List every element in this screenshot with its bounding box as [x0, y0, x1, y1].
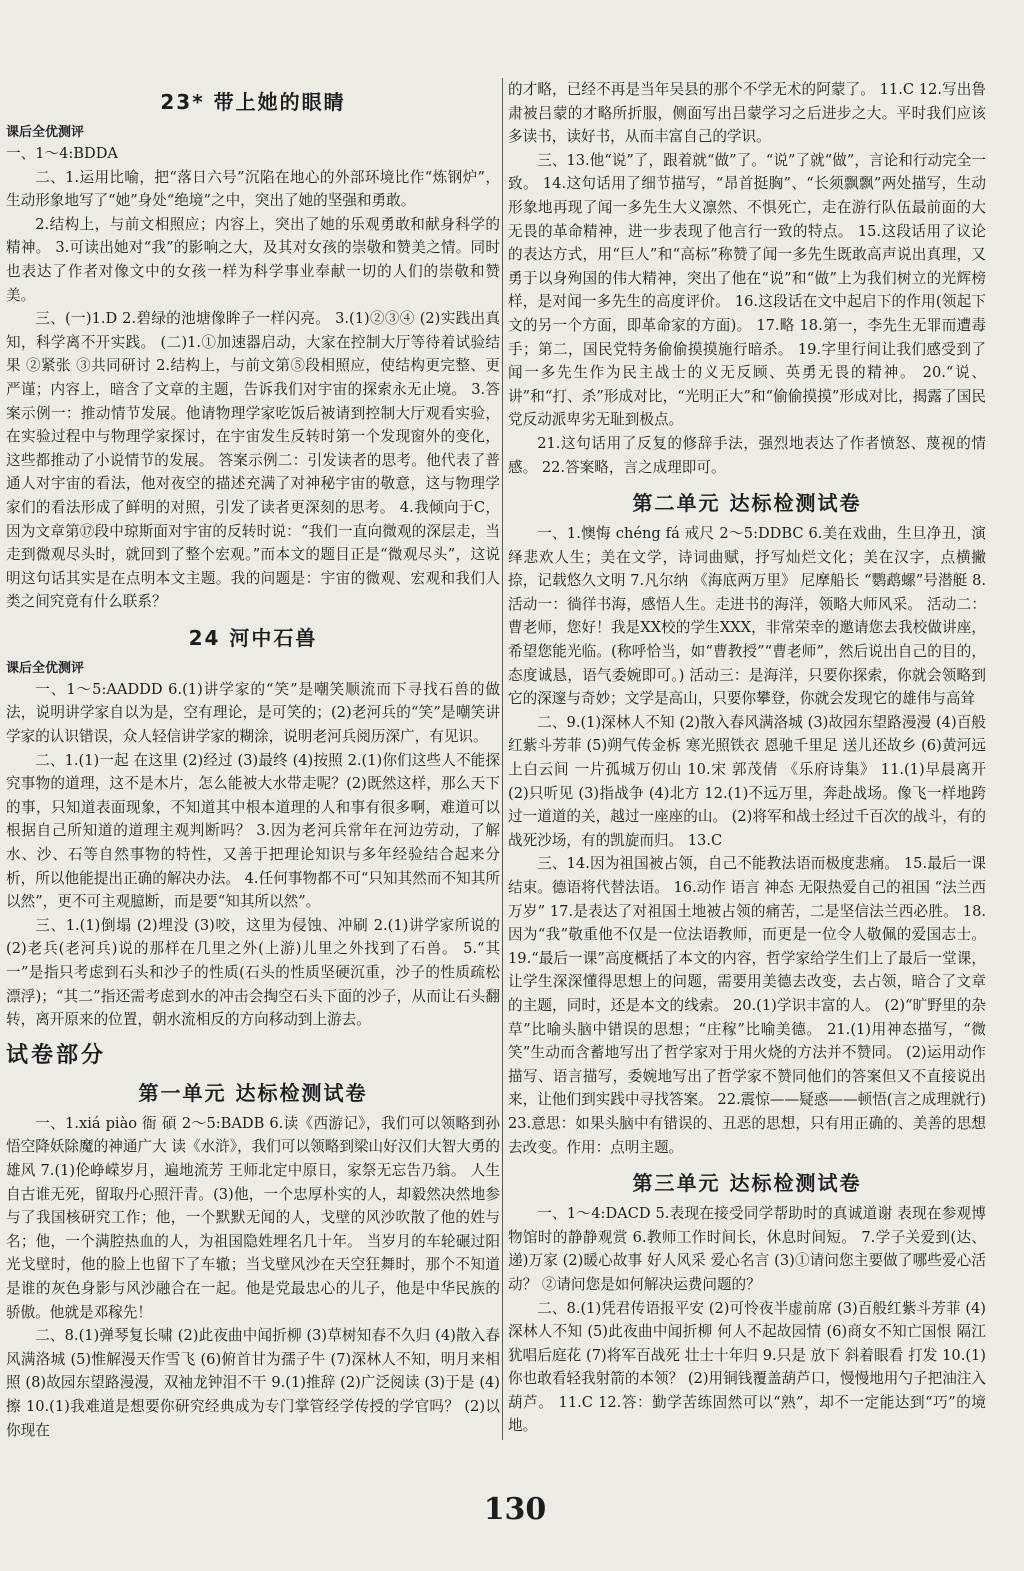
- unit-3-para: 二、8.(1)凭君传语报平安 (2)可怜夜半虚前席 (3)百般红紫斗芳菲 (4)深林人不知 (5)此夜曲中闻折柳 何人不起故园情 (6)商女不知亡国恨 隔江犹唱后庭花 (7)将军百战死 壮士十年归 9.只是 放下 斜着眼看 打发 10.(1)你也敢看轻我射箭的本领？ (2)用铜钱覆盖葫芦口，慢慢地用勺子把油注入葫芦。 11.C 12.答：勤学苦练固然可以“熟”，却不一定能达到“巧”的境地。: [508, 1299, 986, 1435]
- unit-2-para: 一、1.懊悔 chéng fá 戒尺 2～5:DDBC 6.美在戏曲，生旦净丑，演绎悲欢人生；美在文学，诗词曲赋，抒写灿烂文化；美在汉字，点横撇捺，记载悠久文明 7.凡尔纳 《海底两万里》 尼摩船长 “鹦鹉螺”号潜艇 8.活动一：徜徉书海，感悟人生。走进书的海洋，领略大师风采。 活动二：曹老师，您好！我是XX校的学生XXX，非常荣幸的邀请您去我校做讲座，希望您能光临。(称呼恰当，如“曹教授”“曹老师”，然后说出自己的目的，态度诚恳，语气委婉即可。) 活动三：是海洋，只要你探索，你就会领略到它的深邃与奇妙；文学是高山，只要你攀登，你就会发现它的雄伟与高耸: [508, 525, 986, 708]
- lesson-24-title: 24 河中石兽: [188, 625, 318, 650]
- lesson-24-para: 二、1.(1)一起 在这里 (2)经过 (3)最终 (4)按照 2.(1)你们这些人不能探究事物的道理，这不是木片，怎么能被大水带走呢？(2)既然这样，那么天下的事，只知道表面现象，不知道其中根本道理的人和事有很多啊，难道可以根据自己所知道的道理主观判断吗？ 3.因为老河兵常年在河边劳动，了解水、沙、石等自然事物的特性，又善于把理论知识与多年经验结合起来分析，所以他能提出正确的解决办法。 4.任何事物都不可“只知其然而不知其所以然”，更不可主观臆断，而是要“知其所以然”。: [6, 751, 500, 911]
- unit-3-para: 一、1～4:DACD 5.表现在接受同学帮助时的真诚道谢 表现在参观博物馆时的静静观赏 6.教师工作时间长，休息时间短。 7.学子关爱到(达、递)万家 (2)暖心故事 好人风采 爱心名言 (3)①请问您主要做了哪些爱心活动？ ②请问您是如何解决运费问题的？: [508, 1205, 986, 1293]
- lesson-23-para: 二、1.运用比喻，把“落日六号”沉陷在地心的外部环境比作“炼钢炉”，生动形象地写了“她”身处“绝境”之中，突出了她的坚强和勇敢。: [6, 168, 500, 210]
- continued-para: 的才略，已经不再是当年吴县的那个不学无术的阿蒙了。 11.C 12.写出鲁肃被吕蒙的才略所折服，侧面写出吕蒙学习之后进步之大。平时我们应该多读书，读好书，从而丰富自己的学识。: [508, 81, 986, 146]
- lesson-23-title: 23* 带上她的眼睛: [160, 90, 346, 114]
- left-column: [6, 78, 500, 1442]
- right-column: [508, 78, 986, 1438]
- page-number: 130: [483, 1492, 547, 1527]
- continued-para: 21.这句话用了反复的修辞手法，强烈地表达了作者愤怒、蔑视的情感。 22.答案略，言之成理即可。: [508, 434, 986, 476]
- lesson-23-para: 2.结构上，与前文相照应；内容上，突出了她的乐观勇敢和献身科学的精神。 3.可读出她对“我”的影响之大，及其对女孩的崇敬和赞美之情。同时也表达了作者对像文中的女孩一样为科学事业奉献一切的人们的崇敬和赞美。: [6, 215, 500, 304]
- lesson-24-para: 三、1.(1)倒塌 (2)埋没 (3)咬，这里为侵蚀、冲刷 2.(1)讲学家所说的 (2)老兵(老河兵)说的那样在几里之外(上游)儿里之外找到了石兽。 5.“其一”是指只考虑到石头和沙子的性质(石头的性质坚硬沉重，沙子的性质疏松漂浮)；“其二”指还需考虑到水的冲击会掏空石头下面的沙子，从而让石头翻转，离开原来的位置，朝水流相反的方向移动到上游去。: [6, 916, 500, 1029]
- paper-section-title: 试卷部分: [6, 1042, 107, 1068]
- unit-1-para: 二、8.(1)弹琴复长啸 (2)此夜曲中闻折柳 (3)草树知春不久归 (4)散入春风满洛城 (5)惟解漫天作雪飞 (6)俯首甘为孺子牛 (7)深林人不知，明月来相照 (8)故园东望路漫漫，双袖龙钟泪不干 9.(1)推辞 (2)广泛阅读 (3)于是 (4)擦 10.(1)我难道是想要你研究经典成为专门掌管经学传授的学官吗？ (2)以你现在: [6, 1327, 500, 1439]
- continued-para: 三、13.他“说”了，跟着就“做”了。“说”了就“做”，言论和行动完全一致。 14.这句话用了细节描写，“昂首挺胸”、“长须飘飘”两处描写，生动形象地再现了闻一多先生大义凛然、不惧死亡，走在游行队伍最前面的大无畏的革命精神，进一步表现了他言行一致的特点。 15.这段话用了议论的表达方式，用“巨人”和“高标”称赞了闻一多先生既敢高声说出真理，又勇于以身殉国的伟大精神，突出了他在“说”和“做”上为我们树立的光辉榜样，是对闻一多先生的高度评价。 16.这段话在文中起启下的作用(领起下文的另一个方面，即革命家的方面)。 17.略 18.第一，李先生无罪而遭毒手；第二，国民党特务偷偷摸摸施行暗杀。 19.字里行间让我们感受到了闻一多先生作为民主战士的义无反顾、英勇无畏的精神。 20.“说、讲”和“打、杀”形成对比，“光明正大”和“偷偷摸摸”形成对比，揭露了国民党反动派卑劣无耻到极点。: [508, 151, 986, 429]
- lesson-23-para: 三、(一)1.D 2.碧绿的池塘像眸子一样闪亮。 3.(1)②③④ (2)实践出真知，科学离不开实践。 (二)1.①加速器启动，大家在控制大厅等待着试验结果 ②紧张 ③共同研讨 2.结构上，与前文第⑤段相照应，使结构更完整、更严谨；内容上，暗含了文章的主题，告诉我们对宇宙的探索永无止境。 3.答案示例一：推动情节发展。他请物理学家吃饭后被请到控制大厅观看实验，在实验过程中与物理学家探讨，在宇宙发生反转时第一个发现窗外的变化，这些都推动了小说情节的发展。 答案示例二：引发读者的思考。他代表了普通人对宇宙的看法，他对夜空的描述充满了对神秘宇宙的敬意，这与物理学家们的看法形成了鲜明的对照，引发了读者更深刻的思考。 4.我倾向于C，因为文章第⑰段中琼斯面对宇宙的反转时说：“我们一直向微观的深层走，当走到微观尽头时，就回到了整个宏观。”而本文的题目正是“微观尽头”，这说明这句话其实是在点明本文主题。我的问题是：宇宙的微观、宏观和我们人类之间究竟有什么联系？: [6, 310, 500, 611]
- unit-3-title: 第三单元 达标检测试卷: [632, 1171, 862, 1196]
- lesson-24-para: 一、1～5:AADDD 6.(1)讲学家的“笑”是嘲笑顺流而下寻找石兽的做法，说明讲学家自以为是，空有理论，是可笑的；(2)老河兵的“笑”是嘲笑讲学家的认识错误，众人轻信讲学家的糊涂，说明老河兵阅历深广，有见识。: [6, 680, 500, 746]
- unit-1-title: 第一单元 达标检测试卷: [138, 1080, 368, 1105]
- unit-2-title: 第二单元 达标检测试卷: [632, 491, 862, 516]
- unit-1-para: 一、1.xiá piào 衙 碩 2～5:BADB 6.读《西游记》，我们可以领略到孙悟空降妖除魔的神通广大 读《水浒》，我们可以领略到梁山好汉们大智大勇的雄风 7.(1)伦峥嵘岁月，遍地流芳 王师北定中原日，家祭无忘告乃翁。 人生自古谁无死，留取丹心照汗青。(3)他，一个忠厚朴实的人，却毅然决然地参与了我国核研究工作；他，一个默默无闻的人，戈壁的风沙吹散了他的姓与名；他，一个满腔热血的人，为祖国隐姓埋名几十年。 当岁月的车轮碾过阳光戈壁时，他的脸上也留下了车辙；当戈壁风沙在天空狂舞时，那个不知道是谁的灰色身影与风沙融合在一起。他是党最忠心的儿子，他是中华民族的骄傲。他就是邓稼先！: [6, 1114, 500, 1321]
- lesson-24-section-label: 课后全优测评: [6, 660, 85, 676]
- lesson-23-para: 一、1～4:BDDA: [6, 145, 118, 162]
- column-divider: [502, 78, 503, 1440]
- unit-2-para: 二、9.(1)深林人不知 (2)散入春风满洛城 (3)故园东望路漫漫 (4)百般红紫斗芳菲 (5)朔气传金柝 寒光照铁衣 恩驰千里足 送儿还故乡 (6)黄河远上白云间 一片孤城万仞山 10.宋 郭茂倩 《乐府诗集》 11.(1)早晨离开 (2)只听见 (3)指战争 (4)北方 12.(1)不远万里，奔赴战场。像飞一样地跨过一道道的关，越过一座座的山。 (2)将军和战士经过千百次的战斗，有的战死沙场，有的凯旋而归。 13.C: [508, 713, 986, 849]
- lesson-23-section-label: 课后全优测评: [6, 125, 85, 140]
- unit-2-para: 三、14.因为祖国被占领，自己不能教法语而极度悲痛。 15.最后一课结束。德语将代替法语。 16.动作 语言 神态 无限热爱自己的祖国 “法兰西万岁” 17.是表达了对祖国土地被占领的痛苦，二是坚信法兰西必胜。 18.因为“我”敬重他不仅是一位法语教师，而更是一位令人敬佩的爱国志士。 19.“最后一课”高度概括了本文的内容，哲学家给学生们上了最后一堂课，让学生深深懂得思想上的问题，需要用美德去改变，去占领，暗合了文章的主题，同时，还是本文的线索。 20.(1)学识丰富的人。 (2)“旷野里的杂草”比喻头脑中错误的思想；“庄稼”比喻美德。 21.(1)用神态描写，“微笑”生动而含蓄地写出了哲学家对于用火烧的方法并不赞同。 (2)运用动作描写、语言描写，委婉地写出了哲学家不赞同他们的答案但又不直接说出来，让他们到实践中寻找答案。 22.震惊——疑惑——顿悟(言之成理就行) 23.意思：如果头脑中有错误的、丑恶的思想，只有用正确的、美善的思想去改变。作用：点明主题。: [508, 855, 986, 1156]
